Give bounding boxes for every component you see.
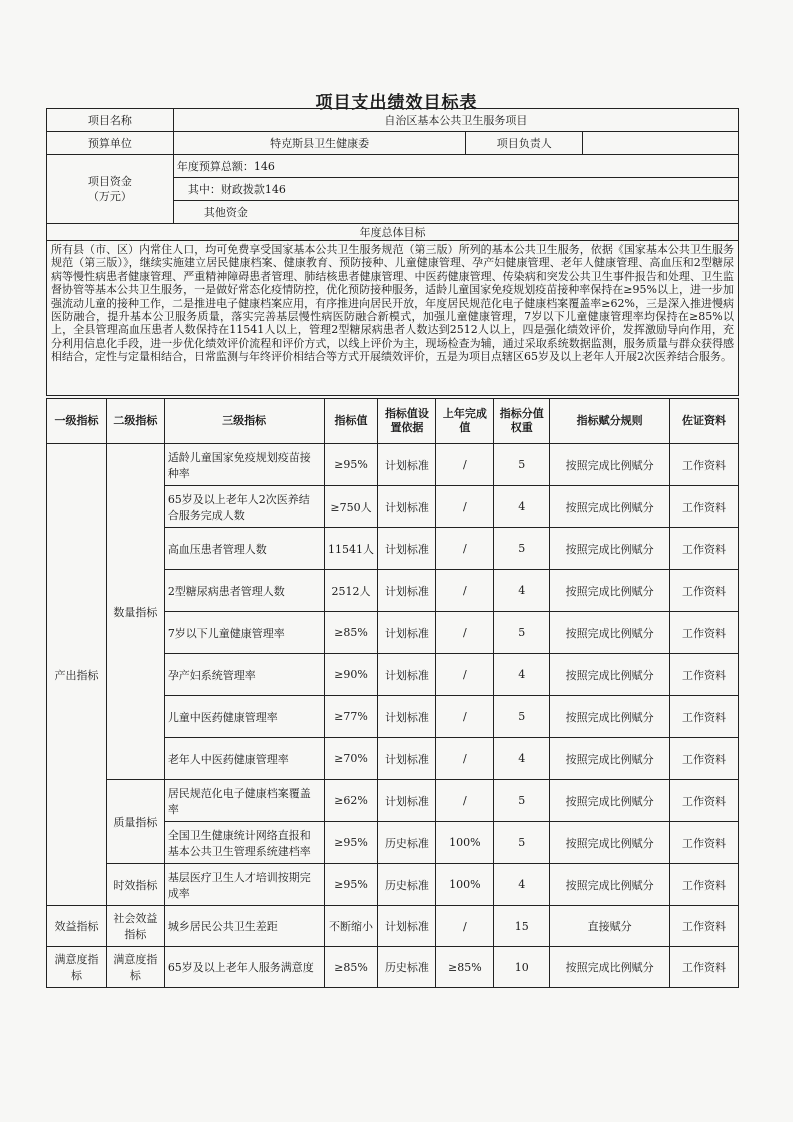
row-weight: 5: [494, 612, 550, 654]
col-weight: 指标分值权重: [494, 399, 550, 444]
row-rule: 按照完成比例赋分: [550, 822, 670, 864]
indicator-table: [46, 398, 739, 988]
row-weight: 5: [494, 780, 550, 822]
row-weight: 5: [494, 822, 550, 864]
row-weight: 5: [494, 528, 550, 570]
row-value: ≥85%: [324, 612, 378, 654]
row-basis: 计划标准: [378, 654, 436, 696]
row-weight: 4: [494, 864, 550, 906]
row-name: 儿童中医药健康管理率: [164, 696, 324, 738]
row-basis: 计划标准: [378, 780, 436, 822]
group-benefit: 效益指标: [47, 906, 107, 947]
row-last-year: /: [436, 654, 494, 696]
row-last-year: /: [436, 528, 494, 570]
row-evidence: 工作资料: [670, 570, 739, 612]
row-basis: 计划标准: [378, 906, 436, 947]
row-last-year: 100%: [436, 864, 494, 906]
row-evidence: 工作资料: [670, 822, 739, 864]
group-satisfaction-l2: 满意度指标: [106, 947, 164, 988]
row-name: 基层医疗卫生人才培训按期完成率: [164, 864, 324, 906]
row-rule: 按照完成比例赋分: [550, 738, 670, 780]
row-name: 65岁及以上老年人2次医养结合服务完成人数: [164, 486, 324, 528]
project-info-table: [46, 108, 739, 396]
row-evidence: 工作资料: [670, 906, 739, 947]
row-weight: 15: [494, 906, 550, 947]
row-rule: 按照完成比例赋分: [550, 864, 670, 906]
row-weight: 4: [494, 738, 550, 780]
table-row: [47, 947, 739, 988]
table-row: [47, 906, 739, 947]
row-last-year: /: [436, 612, 494, 654]
row-basis: 计划标准: [378, 612, 436, 654]
fiscal-allocation: 其中：财政拨款146: [173, 178, 738, 201]
annual-budget-total: 年度预算总额：146: [173, 155, 738, 178]
group-satisfaction-l1: 满意度指标: [47, 947, 107, 988]
row-basis: 计划标准: [378, 570, 436, 612]
row-name: 高血压患者管理人数: [164, 528, 324, 570]
budget-unit-label: 预算单位: [47, 132, 174, 155]
row-basis: 历史标准: [378, 947, 436, 988]
row-last-year: /: [436, 696, 494, 738]
row-last-year: /: [436, 486, 494, 528]
row-value: 2512人: [324, 570, 378, 612]
group-output: 产出指标: [47, 444, 107, 906]
annual-goal-text: 所有县（市、区）内常住人口，均可免费享受国家基本公共卫生服务规范（第三版）所列的基本公共卫生服务，依据《国家基本公共卫生服务规范（第三版）》，继续实施建立居民健康档案、健康教育、预防接种、儿童健康管理、孕产妇健康管理、老年人健康管理、高血压和2型糖尿病等慢性病患者健康管理、严重精神障碍患者管理、肺结核患者健康管理、中医药健康管理、传染病和突发公共卫生事件报告和处理、卫生监督协管等基本公共卫生服务，一是做好常态化疫情防控，优化预防接种服务，适龄儿童国家免疫规划疫苗接种率保持在≥95%以上，进一步加强流动儿童的接种工作，二是推进电子健康档案应用，有序推进向居民开放，年度居民规范化电子健康档案覆盖率≥62%，三是深入推进慢病医防融合，提升基本公卫服务质量，落实完善基层慢性病医防融合新模式，加强儿童健康管理，7岁以下儿童健康管理率均保持在≥85%以上，全县管理高血压患者人数保持在11541人以上，管理2型糖尿病患者人数达到2512人以上，四是强化绩效评价，发挥激励导向作用，充分利用信息化手段，进一步优化绩效评价流程和评价方式，以线上评价为主，现场检查为辅，通过采取系统数据监测，服务质量与群众获得感相结合，定性与定量相结合，日常监测与年终评价相结合等方式开展绩效评价，五是为项目点辖区65岁及以上老年人开展2次医养结合服务。: [47, 241, 739, 396]
row-last-year: /: [436, 570, 494, 612]
row-value: ≥750人: [324, 486, 378, 528]
row-basis: 计划标准: [378, 486, 436, 528]
row-rule: 按照完成比例赋分: [550, 570, 670, 612]
row-weight: 4: [494, 654, 550, 696]
row-evidence: 工作资料: [670, 612, 739, 654]
row-last-year: /: [436, 444, 494, 486]
project-name-label: 项目名称: [47, 109, 174, 132]
row-rule: 按照完成比例赋分: [550, 696, 670, 738]
row-weight: 5: [494, 696, 550, 738]
col-last-year: 上年完成值: [436, 399, 494, 444]
table-row: [47, 444, 739, 486]
row-value: ≥85%: [324, 947, 378, 988]
row-evidence: 工作资料: [670, 780, 739, 822]
row-last-year: /: [436, 906, 494, 947]
col-evidence: 佐证资料: [670, 399, 739, 444]
row-name: 65岁及以上老年人服务满意度: [164, 947, 324, 988]
row-value: ≥77%: [324, 696, 378, 738]
col-basis: 指标值设置依据: [378, 399, 436, 444]
col-level1: 一级指标: [47, 399, 107, 444]
row-weight: 4: [494, 486, 550, 528]
table-row: [47, 864, 739, 906]
col-value: 指标值: [324, 399, 378, 444]
row-value: ≥90%: [324, 654, 378, 696]
row-rule: 直接赋分: [550, 906, 670, 947]
row-rule: 按照完成比例赋分: [550, 612, 670, 654]
row-rule: 按照完成比例赋分: [550, 528, 670, 570]
col-rule: 指标赋分规则: [550, 399, 670, 444]
row-rule: 按照完成比例赋分: [550, 486, 670, 528]
row-value: 不断缩小: [324, 906, 378, 947]
row-last-year: 100%: [436, 822, 494, 864]
row-name: 7岁以下儿童健康管理率: [164, 612, 324, 654]
project-leader-value: [583, 132, 739, 155]
row-rule: 按照完成比例赋分: [550, 444, 670, 486]
row-evidence: 工作资料: [670, 654, 739, 696]
row-name: 2型糖尿病患者管理人数: [164, 570, 324, 612]
row-evidence: 工作资料: [670, 947, 739, 988]
row-weight: 10: [494, 947, 550, 988]
row-rule: 按照完成比例赋分: [550, 780, 670, 822]
row-value: ≥62%: [324, 780, 378, 822]
other-funds: 其他资金: [173, 201, 738, 224]
row-rule: 按照完成比例赋分: [550, 947, 670, 988]
row-name: 居民规范化电子健康档案覆盖率: [164, 780, 324, 822]
row-basis: 计划标准: [378, 528, 436, 570]
funds-label: 项目资金 （万元）: [47, 155, 174, 224]
row-value: ≥95%: [324, 444, 378, 486]
col-level2: 二级指标: [106, 399, 164, 444]
row-name: 孕产妇系统管理率: [164, 654, 324, 696]
row-evidence: 工作资料: [670, 738, 739, 780]
row-value: ≥70%: [324, 738, 378, 780]
row-value: ≥95%: [324, 864, 378, 906]
project-leader-label: 项目负责人: [466, 132, 583, 155]
row-weight: 4: [494, 570, 550, 612]
row-basis: 计划标准: [378, 696, 436, 738]
col-level3: 三级指标: [164, 399, 324, 444]
row-basis: 历史标准: [378, 864, 436, 906]
row-last-year: ≥85%: [436, 947, 494, 988]
row-last-year: /: [436, 780, 494, 822]
row-name: 城乡居民公共卫生差距: [164, 906, 324, 947]
row-basis: 历史标准: [378, 822, 436, 864]
row-name: 全国卫生健康统计网络直报和基本公共卫生管理系统建档率: [164, 822, 324, 864]
annual-goal-label: 年度总体目标: [47, 224, 739, 241]
row-evidence: 工作资料: [670, 864, 739, 906]
row-weight: 5: [494, 444, 550, 486]
row-basis: 计划标准: [378, 444, 436, 486]
page-title: 项目支出绩效目标表: [315, 93, 478, 113]
group-timeliness: 时效指标: [106, 864, 164, 906]
project-name-value: 自治区基本公共卫生服务项目: [173, 109, 738, 132]
row-evidence: 工作资料: [670, 486, 739, 528]
row-evidence: 工作资料: [670, 444, 739, 486]
row-basis: 计划标准: [378, 738, 436, 780]
row-evidence: 工作资料: [670, 528, 739, 570]
row-value: 11541人: [324, 528, 378, 570]
group-quality: 质量指标: [106, 780, 164, 864]
group-quantity: 数量指标: [106, 444, 164, 780]
row-name: 老年人中医药健康管理率: [164, 738, 324, 780]
row-name: 适龄儿童国家免疫规划疫苗接种率: [164, 444, 324, 486]
row-value: ≥95%: [324, 822, 378, 864]
row-rule: 按照完成比例赋分: [550, 654, 670, 696]
row-evidence: 工作资料: [670, 696, 739, 738]
group-social: 社会效益指标: [106, 906, 164, 947]
row-last-year: /: [436, 738, 494, 780]
budget-unit-value: 特克斯县卫生健康委: [173, 132, 466, 155]
table-row: [47, 780, 739, 822]
